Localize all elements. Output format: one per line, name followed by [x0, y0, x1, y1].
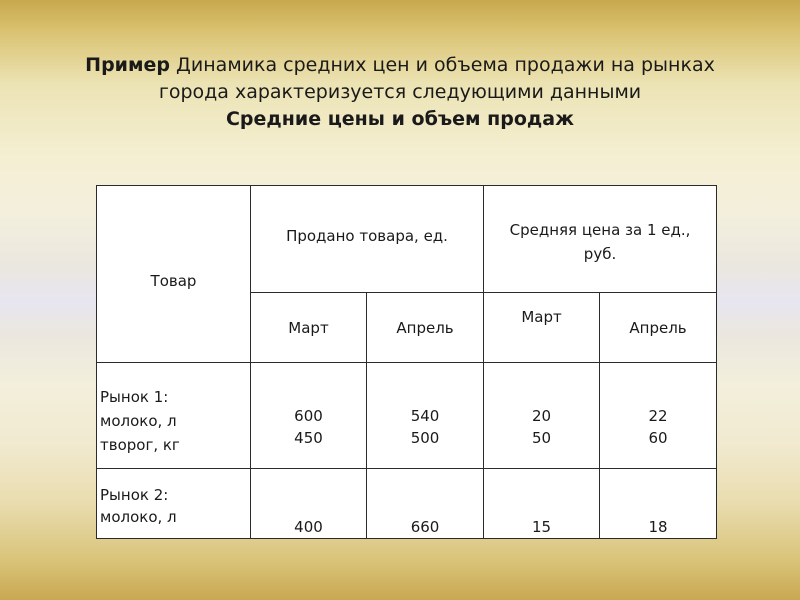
- header-row: [97, 186, 717, 293]
- cell-price-march: [484, 469, 600, 539]
- table-row: [97, 469, 717, 539]
- sales-table: [96, 185, 717, 539]
- cell-price-march: [484, 363, 600, 469]
- header-price-april: Апрель: [600, 293, 717, 363]
- row-label: [97, 469, 251, 539]
- cell-value: 22: [648, 407, 668, 425]
- title-line-1-text: Динамика средних цен и объема продажи на рынках: [170, 54, 715, 76]
- cell-sold-march: [251, 363, 367, 469]
- title-line-1: [0, 54, 800, 76]
- header-price-march: Март: [484, 293, 600, 363]
- cell-value: 540: [410, 407, 440, 425]
- cell-value: 400: [294, 518, 323, 536]
- cell-value: 18: [648, 518, 668, 536]
- cell-price-april: [600, 469, 717, 539]
- header-price-group: [484, 186, 717, 293]
- cell-value: 500: [410, 429, 440, 447]
- cell-value: 15: [531, 518, 552, 536]
- row-label-line: Рынок 1:: [100, 388, 169, 406]
- table-row: [97, 363, 717, 469]
- subtitle: Средние цены и объем продаж: [225, 108, 575, 130]
- cell-value: 50: [531, 429, 552, 447]
- row-label-line: Рынок 2:: [100, 486, 169, 504]
- cell-sold-april: [367, 363, 484, 469]
- cell-value: 600: [294, 407, 323, 425]
- header-price-line-2: руб.: [583, 245, 617, 263]
- cell-value: 60: [648, 429, 668, 447]
- row-label-line: творог, кг: [100, 436, 180, 454]
- title-bold-prefix: Пример: [85, 54, 171, 76]
- header-sold-march: Март: [251, 293, 367, 363]
- cell-price-april: [600, 363, 717, 469]
- header-sold-group: Продано товара, ед.: [251, 186, 484, 293]
- row-label-line: молоко, л: [100, 412, 177, 430]
- header-price-line-1: Средняя цена за 1 ед.,: [509, 221, 691, 239]
- cell-sold-april: [367, 469, 484, 539]
- title-line-2: города характеризуется следующими данными: [158, 81, 642, 103]
- row-label: [97, 363, 251, 469]
- cell-value: 450: [294, 429, 323, 447]
- row-label-line: молоко, л: [100, 508, 177, 526]
- cell-value: 660: [410, 518, 440, 536]
- cell-value: 20: [531, 407, 552, 425]
- header-sold-april: Апрель: [367, 293, 484, 363]
- cell-sold-march: [251, 469, 367, 539]
- header-product: Товар: [97, 186, 251, 363]
